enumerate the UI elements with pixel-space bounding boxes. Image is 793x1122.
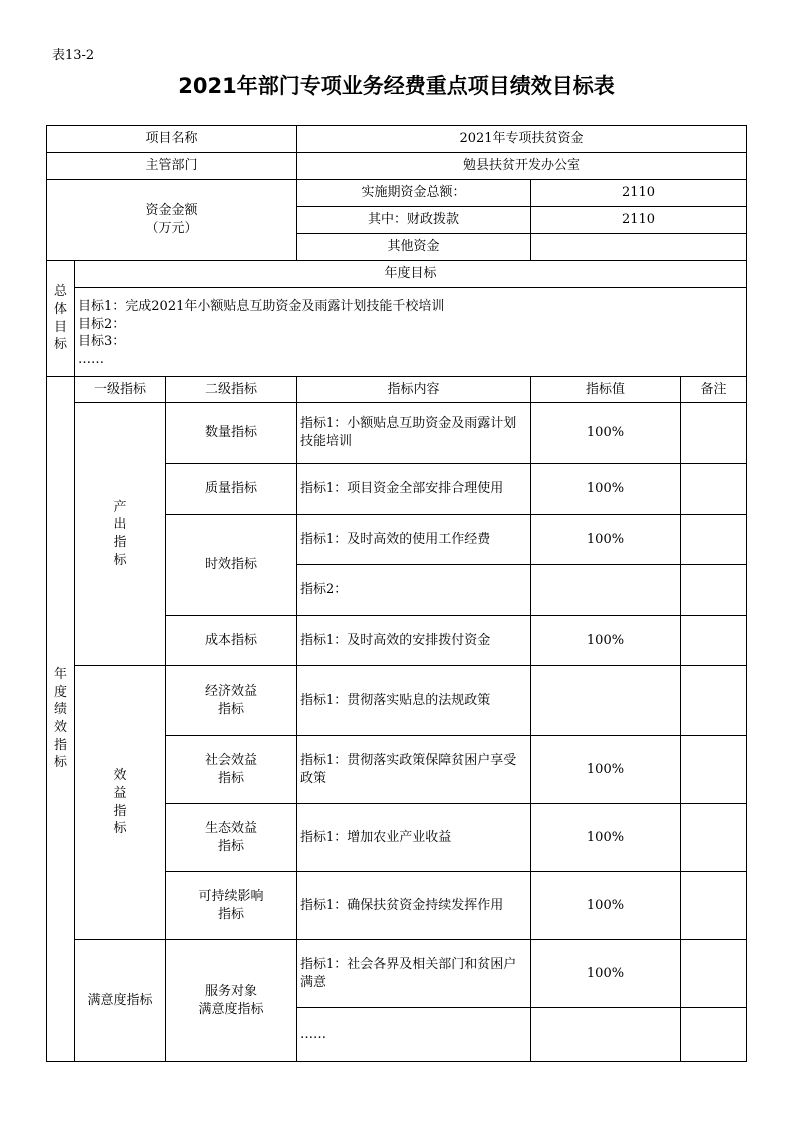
timeliness-indicator-value-2 [531,565,681,616]
quality-indicator-remark [681,464,747,515]
overall-goal-char: 目 [53,319,67,335]
quantity-indicator-name: 数量指标 [166,403,297,464]
timeliness-indicator-content-1: 指标1：及时高效的使用工作经费 [297,515,531,565]
output-label-char: 指 [113,535,127,550]
timeliness-indicator-content-2: 指标2： [297,565,531,616]
ecological-name-line2: 指标 [217,838,244,854]
economic-name-line2: 指标 [217,701,244,717]
satisfaction-indicator-remark-2 [681,1008,747,1062]
goal-line: …… [78,351,104,367]
timeliness-indicator-remark-1 [681,515,747,565]
fund-amount-label [47,180,297,261]
social-name-line1: 社会效益 [204,752,257,768]
header-content: 指标内容 [297,377,531,403]
social-indicator-remark [681,736,747,804]
project-name-value: 2021年专项扶贫资金 [297,126,747,153]
annual-indicator-char: 度 [53,684,67,700]
goal-line: 目标1：完成2021年小额贴息互助资金及雨露计划技能千校培训 [78,299,445,314]
sustainable-name-line2: 指标 [217,906,244,922]
ecological-indicator-content: 指标1：增加农业产业收益 [297,804,531,872]
header-remark: 备注 [681,377,747,403]
cost-indicator-remark [681,616,747,666]
output-label-char: 产 [113,499,127,515]
project-name-label: 项目名称 [47,126,297,153]
quantity-row [47,403,747,464]
ecological-indicator-remark [681,804,747,872]
benefit-label-char: 标 [113,821,127,837]
overall-goal-char: 总 [53,284,67,300]
annual-goal-row [47,288,747,377]
cost-indicator-name: 成本指标 [166,616,297,666]
economic-name-line1: 经济效益 [204,683,257,699]
overall-goal-char: 标 [53,337,67,353]
annual-indicator-char: 年 [53,667,67,683]
ecological-indicator-value: 100% [531,804,681,872]
fund-other-label: 其他资金 [297,234,531,261]
table-number: 表13-2 [52,48,95,63]
annual-goal-header: 年度目标 [75,261,747,288]
timeliness-indicator-remark-2 [681,565,747,616]
goal-line: 目标3： [78,334,126,350]
cost-indicator-value: 100% [531,616,681,666]
output-label-char: 标 [113,552,127,568]
header-level2: 二级指标 [166,377,297,403]
department-label: 主管部门 [47,153,297,180]
quantity-indicator-content: 指标1：小额贴息互助资金及雨露计划技能培训 [297,403,531,464]
annual-indicator-char: 指 [53,737,67,753]
benefit-label-char: 益 [113,785,127,801]
goal-line: 目标2： [78,316,126,332]
annual-indicator-char: 标 [53,755,67,771]
social-indicator-value: 100% [531,736,681,804]
annual-goal-content [75,288,747,377]
annual-indicator-side-label [47,377,75,1062]
timeliness-indicator-value-1: 100% [531,515,681,565]
fund-total-value: 2110 [531,180,747,207]
satisfaction-indicator-value-1: 100% [531,940,681,1008]
cost-indicator-content: 指标1：及时高效的安排拨付资金 [297,616,531,666]
ecological-indicator-name [166,804,297,872]
benefit-indicator-label [75,666,166,940]
sustainable-indicator-content: 指标1：确保扶贫资金持续发挥作用 [297,872,531,940]
satisfaction-row-1 [47,940,747,1008]
quality-indicator-content: 指标1：项目资金全部安排合理使用 [297,464,531,515]
social-indicator-content: 指标1：贯彻落实政策保障贫困户享受政策 [297,736,531,804]
fund-total-row [47,180,747,207]
timeliness-indicator-name: 时效指标 [166,515,297,616]
sustainable-indicator-remark [681,872,747,940]
satisfaction-indicator-name [166,940,297,1062]
header-level1: 一级指标 [75,377,166,403]
satisfaction-indicator-remark-1 [681,940,747,1008]
project-name-row [47,126,747,153]
quality-indicator-value: 100% [531,464,681,515]
ecological-name-line1: 生态效益 [204,820,257,836]
satisfaction-name-line2: 满意度指标 [198,1001,264,1017]
annual-indicator-char: 效 [53,720,67,735]
social-name-line2: 指标 [217,770,244,786]
output-label-char: 出 [113,517,127,533]
benefit-label-char: 效 [113,768,127,784]
fund-fiscal-label: 其中：财政拨款 [297,207,531,234]
quantity-indicator-remark [681,403,747,464]
performance-table [46,125,747,1062]
fund-total-label: 实施期资金总额： [297,180,531,207]
social-indicator-name [166,736,297,804]
quantity-indicator-value: 100% [531,403,681,464]
satisfaction-name-line1: 服务对象 [204,983,257,999]
economic-indicator-remark [681,666,747,736]
economic-indicator-value [531,666,681,736]
department-value: 勉县扶贫开发办公室 [297,153,747,180]
fund-other-value [531,234,747,261]
economic-row [47,666,747,736]
sustainable-indicator-name [166,872,297,940]
fund-fiscal-value: 2110 [531,207,747,234]
quality-indicator-name: 质量指标 [166,464,297,515]
department-row [47,153,747,180]
satisfaction-indicator-content-2: …… [297,1008,531,1062]
output-indicator-label [75,403,166,666]
fund-amount-label-line1: 资金金额 [145,203,198,219]
page-title: 2021年部门专项业务经费重点项目绩效目标表 [178,74,615,98]
satisfaction-indicator-value-2 [531,1008,681,1062]
header-value: 指标值 [531,377,681,403]
indicator-header-row [47,377,747,403]
sustainable-name-line1: 可持续影响 [198,888,264,904]
economic-indicator-content: 指标1：贯彻落实贴息的法规政策 [297,666,531,736]
benefit-label-char: 指 [113,803,127,819]
economic-indicator-name [166,666,297,736]
overall-goal-side-label [47,261,75,377]
overall-goal-char: 体 [53,301,67,317]
satisfaction-indicator-label: 满意度指标 [75,940,166,1062]
fund-amount-label-line2: （万元） [145,221,198,236]
satisfaction-indicator-content-1: 指标1：社会各界及相关部门和贫困户满意 [297,940,531,1008]
annual-goal-header-row [47,261,747,288]
annual-indicator-char: 绩 [53,702,67,718]
sustainable-indicator-value: 100% [531,872,681,940]
